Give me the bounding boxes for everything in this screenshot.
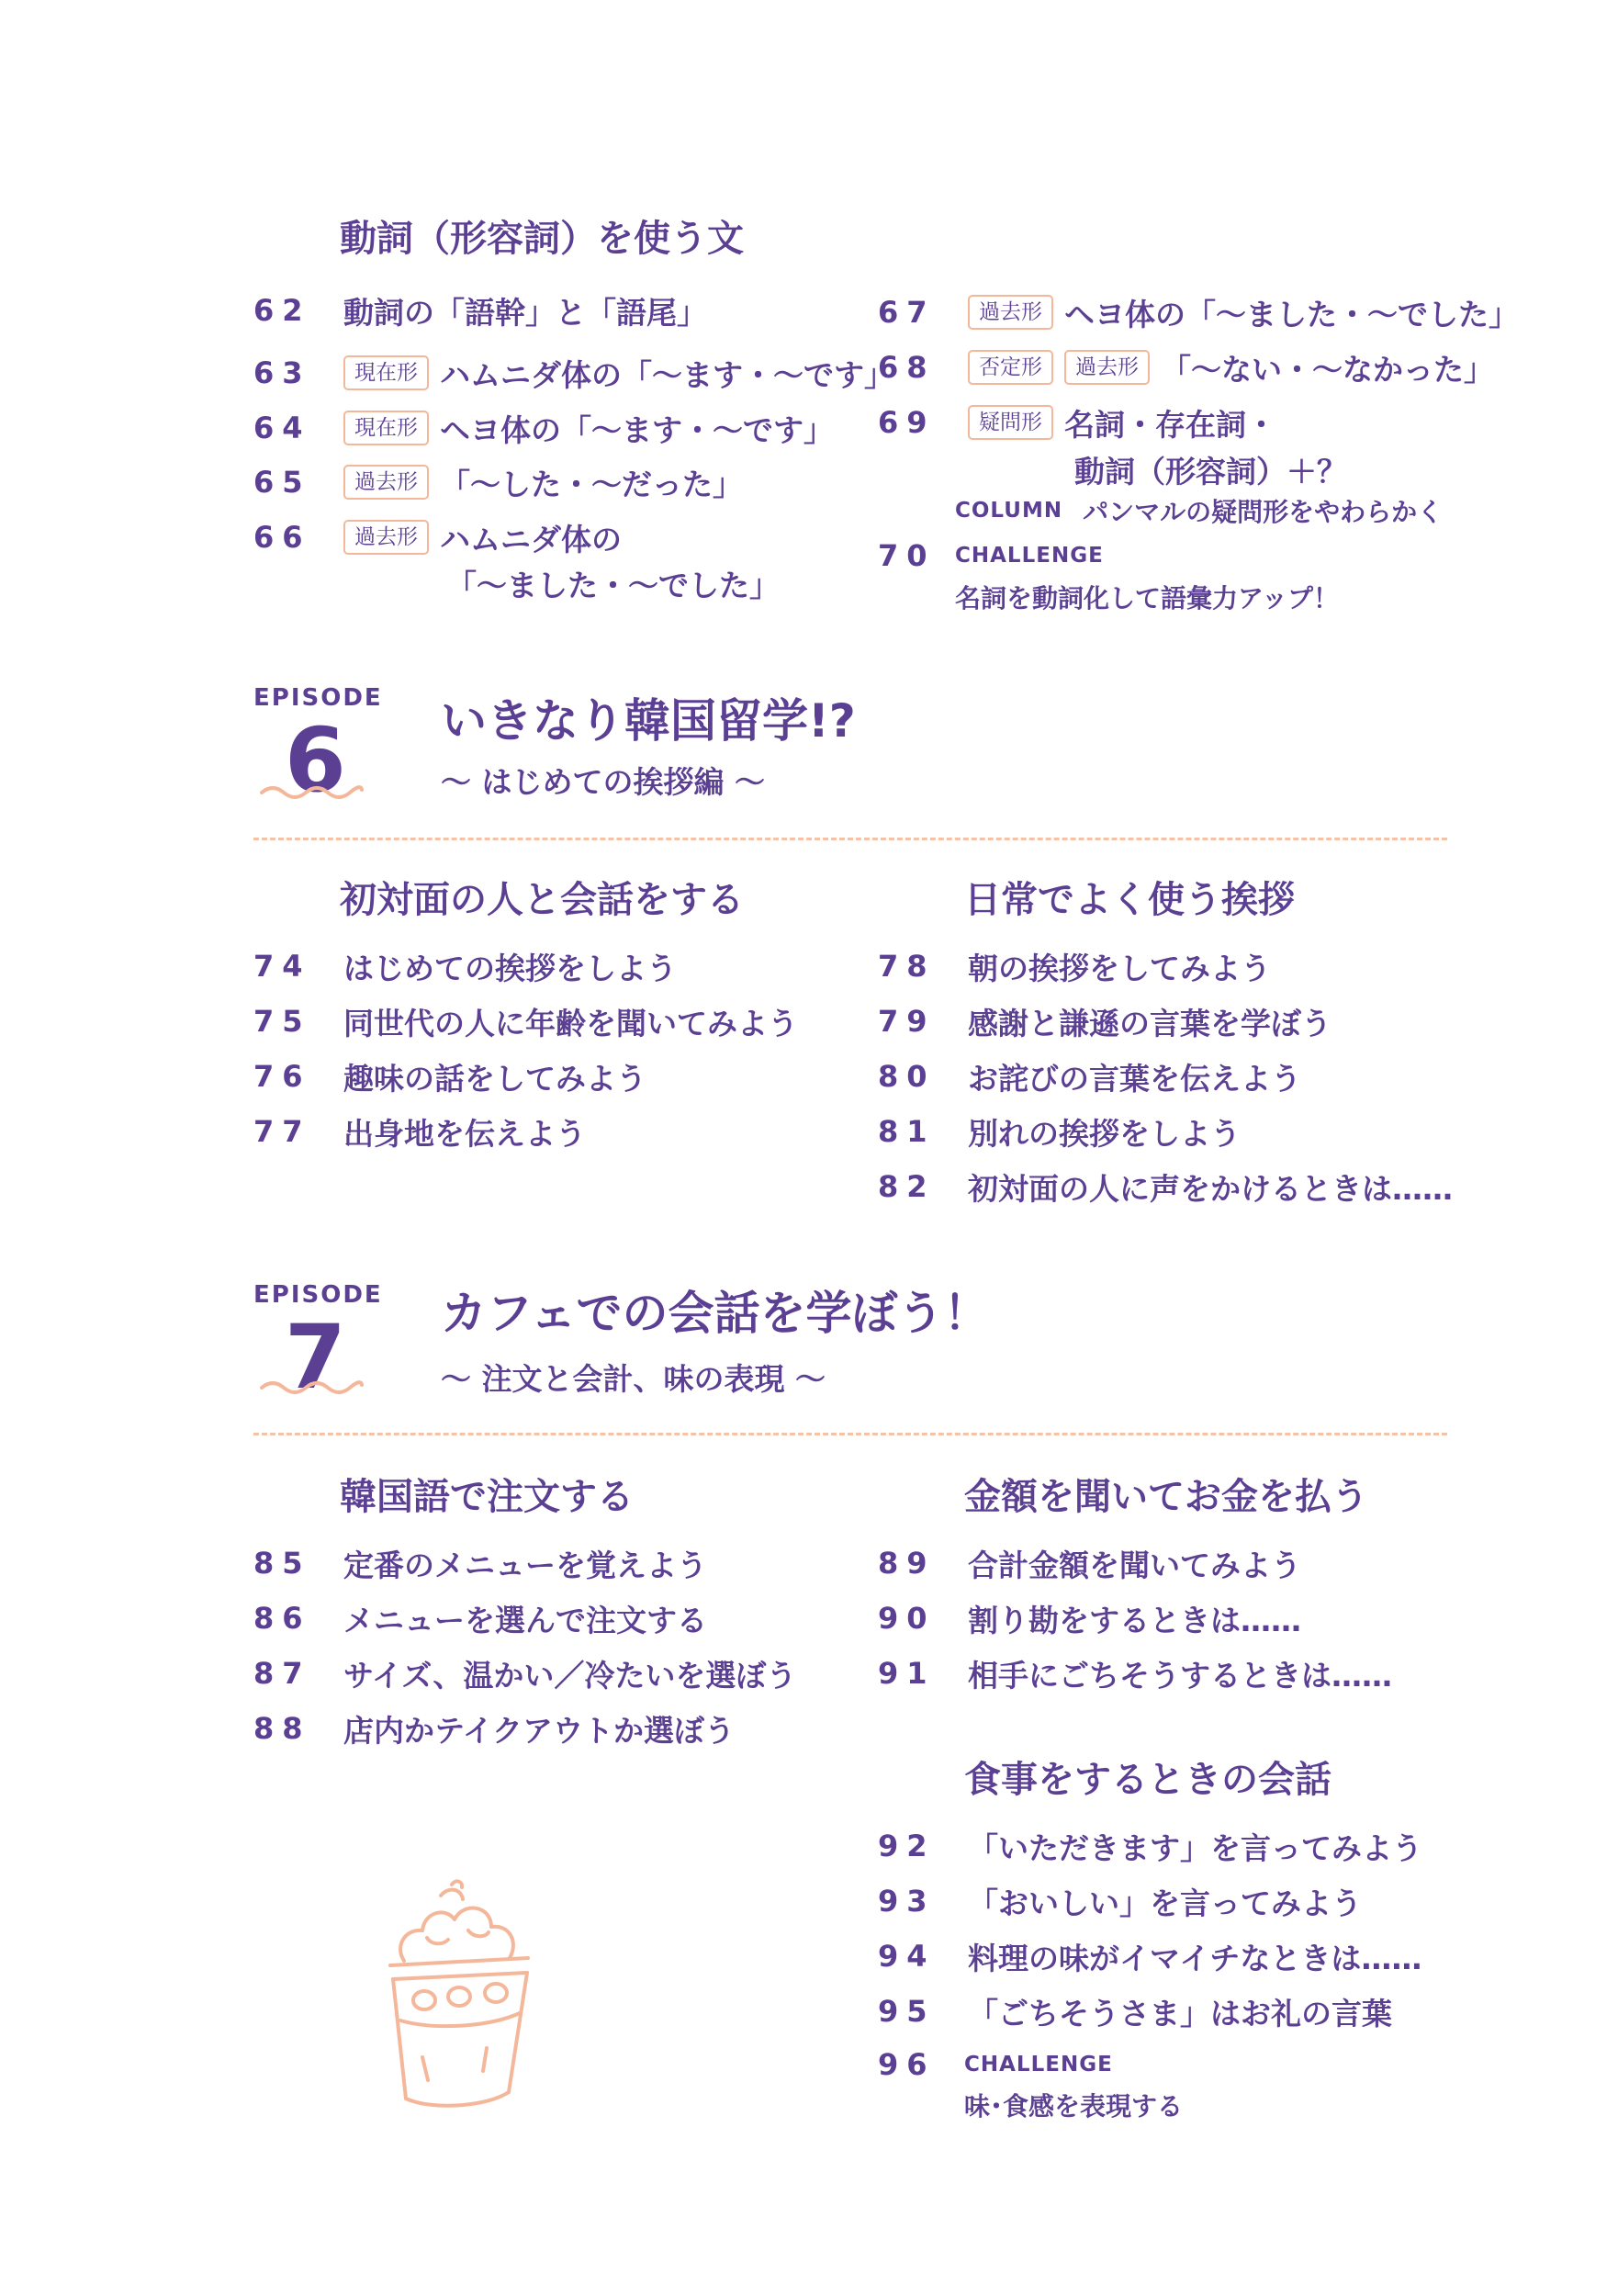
toc-entry[interactable] — [253, 1708, 735, 1749]
section-title: 初対面の人と会話をする — [340, 879, 744, 921]
toc-entry[interactable] — [878, 1936, 1421, 1976]
toc-entry[interactable] — [878, 1543, 1301, 1583]
column-text: パンマルの疑問形をやわらかく — [1083, 497, 1444, 527]
toc-entry[interactable] — [878, 1991, 1392, 2032]
challenge-text: 名詞を動詞化して語彙力アップ！ — [955, 583, 1340, 613]
toc-entry[interactable] — [878, 1881, 1362, 1921]
entry-text: 「〜した・〜だった」 — [440, 466, 743, 502]
toc-entry[interactable] — [878, 946, 1271, 986]
entry-text: サイズ、温かい／冷たいを選ぼう — [343, 1657, 797, 1694]
challenge-text: 味･食感を表現する — [964, 2091, 1184, 2122]
tense-tag: 現在形 — [343, 411, 429, 445]
column-label: COLUMN — [955, 499, 1063, 523]
dashed-divider — [253, 1433, 1447, 1435]
section-title-verbs: 動詞（形容詞）を使う文 — [340, 218, 744, 260]
toc-entry[interactable] — [253, 946, 677, 986]
toc-entry[interactable] — [878, 1001, 1331, 1041]
challenge-label: CHALLENGE — [964, 2053, 1113, 2077]
toc-entry[interactable] — [253, 353, 894, 393]
entry-text: 料理の味がイマイチなときは…… — [968, 1940, 1422, 1976]
page-number: 62 — [253, 293, 311, 328]
page-number: 80 — [878, 1059, 936, 1094]
section-title: 金額を聞いてお金を払う — [964, 1476, 1368, 1518]
wave-icon — [259, 782, 365, 803]
toc-entry[interactable] — [878, 1166, 1453, 1207]
entry-text: 「ごちそうさま」はお礼の言葉 — [968, 1995, 1392, 2032]
entry-text-continued: 動詞（形容詞）＋？ — [1074, 454, 1347, 490]
toc-entry[interactable] — [253, 517, 622, 557]
episode-title: いきなり韓国留学!? — [441, 694, 856, 748]
toc-entry[interactable] — [253, 1001, 798, 1041]
entry-text: ヘヨ体の「〜ました・〜でした」 — [1064, 296, 1519, 332]
page-number: 90 — [878, 1601, 936, 1636]
episode-number: 7 — [285, 1306, 346, 1409]
tense-tag: 疑問形 — [968, 405, 1053, 440]
page-number: 93 — [878, 1884, 936, 1919]
page-number: 67 — [878, 295, 936, 330]
episode-subtitle: 〜 はじめての挨拶編 〜 — [441, 764, 765, 800]
tense-tag: 過去形 — [343, 465, 429, 500]
page-number: 65 — [253, 465, 311, 500]
challenge-entry[interactable] — [878, 537, 1124, 574]
toc-entry[interactable] — [878, 1056, 1301, 1097]
page-number: 78 — [878, 949, 936, 984]
dashed-divider — [253, 838, 1447, 840]
toc-entry[interactable] — [253, 1543, 707, 1583]
entry-text: ハムニダ体の — [440, 521, 622, 557]
page-number: 64 — [253, 411, 311, 445]
page-number: 77 — [253, 1114, 311, 1149]
entry-text: 朝の挨拶をしてみよう — [968, 950, 1271, 986]
entry-text: 「おいしい」を言ってみよう — [968, 1885, 1362, 1921]
toc-entry[interactable] — [878, 402, 1276, 443]
entry-text: 出身地を伝えよう — [343, 1115, 586, 1152]
page-number: 96 — [878, 2047, 936, 2082]
entry-text: 名詞・存在詞・ — [1064, 406, 1276, 443]
page-number: 70 — [878, 538, 936, 573]
toc-entry[interactable] — [878, 1826, 1422, 1866]
toc-entry[interactable] — [878, 1111, 1241, 1152]
toc-entry[interactable] — [253, 462, 743, 502]
page-number: 92 — [878, 1829, 936, 1863]
tense-tag: 現在形 — [343, 355, 429, 390]
section-title: 韓国語で注文する — [340, 1476, 634, 1518]
episode-label: EPISODE — [253, 684, 383, 712]
page-number: 94 — [878, 1939, 936, 1974]
toc-entry[interactable] — [878, 1653, 1392, 1694]
entry-text: 「〜ない・〜なかった」 — [1161, 351, 1494, 388]
page-number: 91 — [878, 1656, 936, 1691]
page-number: 66 — [253, 520, 311, 555]
page-number: 63 — [253, 355, 311, 390]
entry-text: ヘヨ体の「〜ます・〜です」 — [440, 411, 834, 448]
entry-text-continued: 「〜ました・〜でした」 — [446, 568, 780, 603]
page-number: 68 — [878, 350, 936, 385]
toc-entry[interactable] — [878, 292, 1519, 332]
page-number: 95 — [878, 1994, 936, 2029]
toc-entry[interactable] — [878, 347, 1494, 388]
page-number: 85 — [253, 1546, 311, 1581]
entry-text: 店内かテイクアウトか選ぼう — [343, 1712, 736, 1749]
page-number: 74 — [253, 949, 311, 984]
toc-entry[interactable] — [253, 408, 834, 448]
entry-text: 同世代の人に年齢を聞いてみよう — [343, 1005, 798, 1041]
entry-text: 割り勘をするときは…… — [968, 1602, 1301, 1638]
page-number: 81 — [878, 1114, 936, 1149]
entry-text: 初対面の人に声をかけるときは…… — [968, 1170, 1453, 1207]
entry-text: 合計金額を聞いてみよう — [968, 1547, 1301, 1583]
page-number: 87 — [253, 1656, 311, 1691]
entry-text: 趣味の話をしてみよう — [343, 1060, 646, 1097]
page-number: 82 — [878, 1169, 936, 1204]
toc-entry[interactable] — [253, 290, 707, 331]
tense-tag: 過去形 — [343, 520, 429, 555]
page-number: 79 — [878, 1004, 936, 1039]
episode-label: EPISODE — [253, 1281, 383, 1309]
entry-text: 感謝と謙遜の言葉を学ぼう — [968, 1005, 1331, 1041]
challenge-label: CHALLENGE — [955, 544, 1104, 568]
toc-entry[interactable] — [253, 1111, 586, 1152]
column-entry[interactable] — [955, 494, 1443, 527]
entry-text: 定番のメニューを覚えよう — [343, 1547, 707, 1583]
page-number: 69 — [878, 405, 936, 440]
entry-text: 相手にごちそうするときは…… — [968, 1657, 1392, 1694]
entry-text: はじめての挨拶をしよう — [343, 950, 677, 986]
page-number: 89 — [878, 1546, 936, 1581]
entry-text: お詫びの言葉を伝えよう — [968, 1060, 1301, 1097]
episode-number: 6 — [285, 709, 346, 812]
episode-subtitle: 〜 注文と会計、味の表現 〜 — [441, 1361, 826, 1397]
tense-tag: 否定形 — [968, 350, 1053, 385]
entry-text: ハムニダ体の「〜ます・〜です」 — [440, 356, 894, 393]
toc-entry[interactable] — [253, 1653, 796, 1694]
iced-drink-illustration — [340, 1874, 579, 2122]
page-number: 75 — [253, 1004, 311, 1039]
wave-icon — [259, 1378, 365, 1398]
toc-entry[interactable] — [253, 1056, 646, 1097]
section-title: 日常でよく使う挨拶 — [964, 879, 1295, 921]
episode-title: カフェでの会話を学ぼう！ — [441, 1287, 990, 1340]
toc-entry[interactable] — [878, 1598, 1301, 1638]
page-number: 88 — [253, 1711, 311, 1746]
challenge-entry[interactable] — [878, 2046, 1133, 2083]
entry-text: 「いただきます」を言ってみよう — [968, 1829, 1422, 1866]
section-title: 食事をするときの会話 — [964, 1759, 1331, 1801]
page-number: 86 — [253, 1601, 311, 1636]
entry-text: 別れの挨拶をしよう — [968, 1115, 1241, 1152]
toc-entry[interactable] — [253, 1598, 707, 1638]
tense-tag: 過去形 — [1064, 350, 1150, 385]
entry-text: メニューを選んで注文する — [343, 1602, 707, 1638]
entry-text: 動詞の「語幹」と「語尾」 — [343, 294, 707, 331]
tense-tag: 過去形 — [968, 295, 1053, 330]
page-number: 76 — [253, 1059, 311, 1094]
